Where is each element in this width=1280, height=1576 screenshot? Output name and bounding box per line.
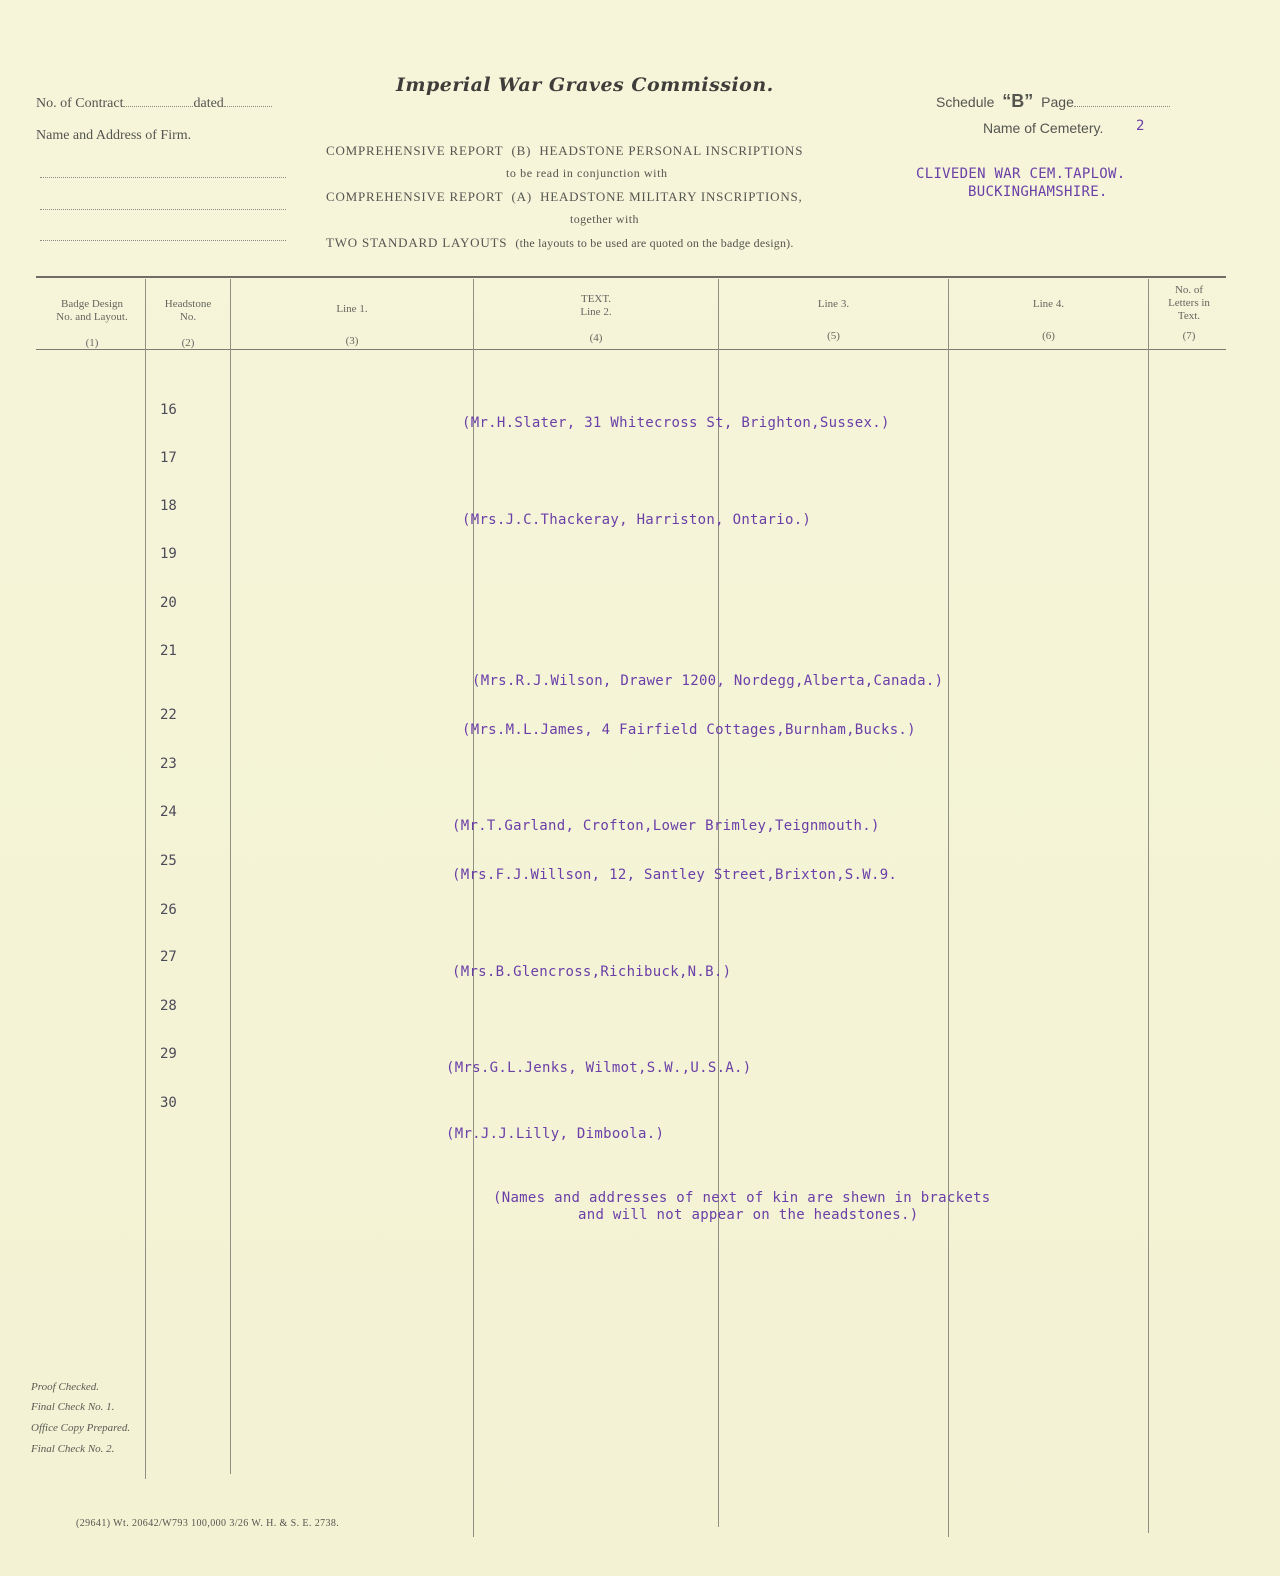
column-divider-2 (230, 279, 231, 1474)
dated-label: dated (193, 96, 224, 111)
printer-imprint: (29641) Wt. 20642/W793 100,000 3/26 W. H. & S. E. 2738. (76, 1518, 340, 1529)
col-num-6: (6) (1042, 330, 1055, 342)
col-header-line1: Line 1. (336, 303, 368, 315)
check-proof: Proof Checked. (31, 1381, 100, 1393)
col-num-3: (3) (345, 335, 359, 347)
schedule-label: Schedule (936, 94, 995, 110)
footnote-line-1: (Names and addresses of next of kin are shewn in brackets (493, 1190, 991, 1206)
headstone-number: 24 (160, 804, 177, 820)
headstone-number: 28 (160, 998, 177, 1014)
kin-entry: (Mrs.G.L.Jenks, Wilmot,S.W.,U.S.A.) (446, 1060, 752, 1076)
contract-label: No. of Contract (36, 96, 124, 111)
col-header-line2: TEXT. Line 2. (580, 293, 612, 318)
headstone-number: 16 (160, 402, 177, 418)
page-label: Page (1041, 94, 1074, 110)
footnote-line-2: and will not appear on the headstones.) (578, 1207, 919, 1223)
kin-entry: (Mr.J.J.Lilly, Dimboola.) (446, 1126, 665, 1142)
col-num-5: (5) (827, 330, 840, 342)
column-divider-6 (1148, 279, 1149, 1533)
col-header-line4: Line 4. (1032, 298, 1065, 310)
report-line-5-a: TWO STANDARD LAYOUTS (326, 235, 508, 250)
headstone-number: 17 (160, 450, 177, 466)
col-header-line3: Line 3. (817, 298, 850, 310)
col-num-2: (2) (181, 337, 195, 349)
report-line-1-a: COMPREHENSIVE REPORT (326, 143, 504, 158)
firm-line-3 (40, 240, 286, 241)
report-line-3-c: HEADSTONE MILITARY INSCRIPTIONS, (540, 189, 803, 204)
report-line-1-c: HEADSTONE PERSONAL INSCRIPTIONS (539, 143, 804, 158)
report-line-3 (326, 189, 803, 205)
table-header-rule (36, 349, 1226, 350)
kin-entry: (Mrs.F.J.Willson, 12, Santley Street,Brixton,S.W.9. (452, 867, 898, 883)
headstone-number: 20 (160, 595, 177, 611)
headstone-number: 21 (160, 643, 177, 659)
headstone-number: 27 (160, 949, 177, 965)
cemetery-page-number: 2 (1136, 118, 1145, 134)
kin-entry: (Mrs.R.J.Wilson, Drawer 1200, Nordegg,Alberta,Canada.) (472, 673, 944, 689)
column-divider-1 (145, 279, 146, 1479)
report-line-5 (326, 235, 794, 251)
col-num-1: (1) (85, 337, 99, 349)
kin-entry: (Mrs.M.L.James, 4 Fairfield Cottages,Burnham,Bucks.) (462, 722, 916, 738)
check-final-2: Final Check No. 2. (31, 1443, 115, 1455)
report-line-5-b: (the layouts to be used are quoted on the badge design). (515, 236, 794, 250)
headstone-number: 25 (160, 853, 177, 869)
col-num-7: (7) (1182, 330, 1196, 342)
kin-entry: (Mr.T.Garland, Crofton,Lower Brimley,Teignmouth.) (452, 818, 880, 834)
kin-entry: (Mrs.J.C.Thackeray, Harriston, Ontario.) (462, 512, 812, 528)
report-line-3-a: COMPREHENSIVE REPORT (326, 189, 504, 204)
kin-entry: (Mrs.B.Glencross,Richibuck,N.B.) (452, 964, 732, 980)
col-header-letters: No. of Letters in Text. (1168, 284, 1210, 322)
report-line-1-b: (B) (511, 143, 532, 158)
schedule-value: “B” (1002, 91, 1034, 111)
report-line-3-b: (A) (511, 189, 532, 204)
cemetery-name-line2: BUCKINGHAMSHIRE. (968, 184, 1108, 200)
check-final-1: Final Check No. 1. (31, 1401, 115, 1413)
check-office-copy: Office Copy Prepared. (31, 1422, 131, 1434)
schedule-field (936, 91, 1170, 112)
headstone-number: 26 (160, 902, 177, 918)
column-divider-3 (473, 279, 474, 1537)
cemetery-name-line1: CLIVEDEN WAR CEM.TAPLOW. (916, 166, 1126, 182)
headstone-number: 18 (160, 498, 177, 514)
firm-line-1 (40, 177, 286, 178)
headstone-number: 30 (160, 1095, 177, 1111)
commission-title: Imperial War Graves Commission. (396, 74, 774, 96)
column-divider-5 (948, 279, 949, 1537)
headstone-number: 29 (160, 1046, 177, 1062)
col-num-4: (4) (589, 332, 603, 344)
headstone-number: 23 (160, 756, 177, 772)
firm-label: Name and Address of Firm. (36, 128, 192, 143)
col-header-headstone: Headstone No. (164, 298, 212, 323)
firm-line-2 (40, 209, 286, 210)
column-divider-4 (718, 279, 719, 1527)
contract-field (36, 96, 272, 112)
col-header-badge: Badge Design No. and Layout. (56, 298, 128, 323)
cemetery-label: Name of Cemetery. (983, 120, 1104, 136)
report-line-2: to be read in conjunction with (506, 166, 668, 180)
report-line-4: together with (570, 212, 639, 226)
headstone-number: 19 (160, 546, 177, 562)
report-line-1 (326, 143, 803, 159)
headstone-number: 22 (160, 707, 177, 723)
kin-entry: (Mr.H.Slater, 31 Whitecross St, Brighton,Sussex.) (462, 415, 890, 431)
table-top-rule (36, 276, 1226, 278)
